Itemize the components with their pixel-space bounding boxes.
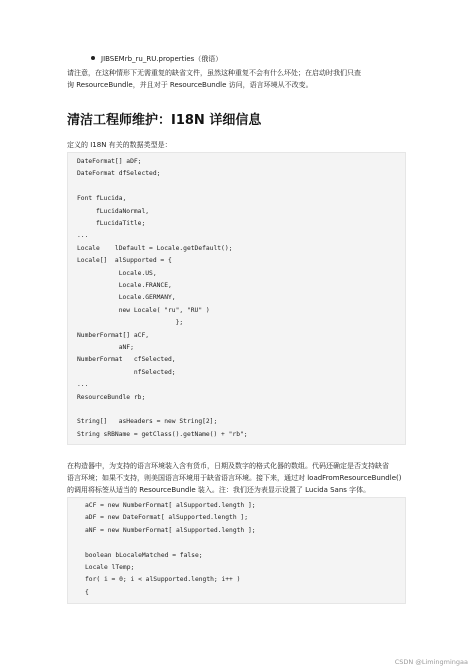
code-line: aNF; <box>77 344 134 351</box>
section-heading: 清洁工程师维护：I18N 详细信息 <box>67 113 262 128</box>
code-line: NumberFormat[] aCF, <box>77 331 150 339</box>
code-line: aDF = new DateFormat[ alSupported.length ]; <box>85 514 249 522</box>
code-line: Locale.FRANCE, <box>77 282 172 289</box>
code-block-2 <box>67 497 406 604</box>
code-line: ... <box>77 381 89 389</box>
code-line: }; <box>77 319 184 327</box>
code-line: Font fLucida, <box>77 195 127 203</box>
code-line: new Locale( "ru", "RU" ) <box>77 306 210 314</box>
code-line: String[] asHeaders = new String[2]; <box>77 418 218 426</box>
bullet-icon <box>91 56 95 60</box>
code-line: { <box>85 588 89 596</box>
code-line: Locale lTemp; <box>85 564 135 571</box>
code-line: DateFormat[] aDF; <box>77 158 142 165</box>
body-line-3: 的调用将标签从适当的 ResourceBundle 装入。注：我们还为表显示设置了 Lucida Sans 字体。 <box>67 486 371 494</box>
code-line: Locale lDefault = Locale.getDefault(); <box>77 244 233 252</box>
code-line: fLucidaTitle; <box>77 220 146 227</box>
code-line: aCF = new NumberFormat[ alSupported.length ]; <box>85 502 256 509</box>
intro-line-2: 询 ResourceBundle，并且对于 ResourceBundle 访问，语言环境从不改变。 <box>67 81 313 89</box>
code-line: NumberFormat cfSelected, <box>77 356 176 364</box>
code-line: ResourceBundle rb; <box>77 393 146 401</box>
code-line: String sRBName = getClass().getName() + "rb"; <box>77 430 248 438</box>
defined-types-text: 定义的 I18N 有关的数据类型是： <box>67 141 172 149</box>
intro-line-1: 请注意，在这种情形下无需重复的缺省文件，虽然这种重复不会有什么坏处；在启动时我们只查 <box>67 69 361 77</box>
code-line: DateFormat dfSelected; <box>77 170 161 178</box>
code-line: Locale.US, <box>77 269 157 277</box>
code-line: for( i = 0; i < alSupported.length; i++ ) <box>85 576 241 584</box>
code-line: ... <box>77 232 89 240</box>
code-line: Locale.GERMANY, <box>77 294 176 302</box>
body-line-2: 语言环境；如果不支持，则美国语言环境用于缺省语言环境。接下来，通过对 loadFromResourceBundle() <box>67 474 402 482</box>
code-line: boolean bLocaleMatched = false; <box>85 551 203 559</box>
body-line-1: 在构造器中，为支持的语言环境装入含有货币，日期及数字的格式化器的数组。代码还确定是否支持缺省 <box>67 462 389 470</box>
code-line: Locale[] alSupported = { <box>77 257 172 265</box>
code-line: nfSelected; <box>77 368 176 376</box>
code-line: fLucidaNormal, <box>77 207 150 215</box>
bullet-text: JIBSEMrb_ru_RU.properties（俄语） <box>101 55 223 63</box>
code-line: aNF = new NumberFormat[ alSupported.length ]; <box>85 526 256 534</box>
code-block-1 <box>67 152 406 445</box>
watermark: CSDN @Limingmingaa <box>394 658 468 666</box>
